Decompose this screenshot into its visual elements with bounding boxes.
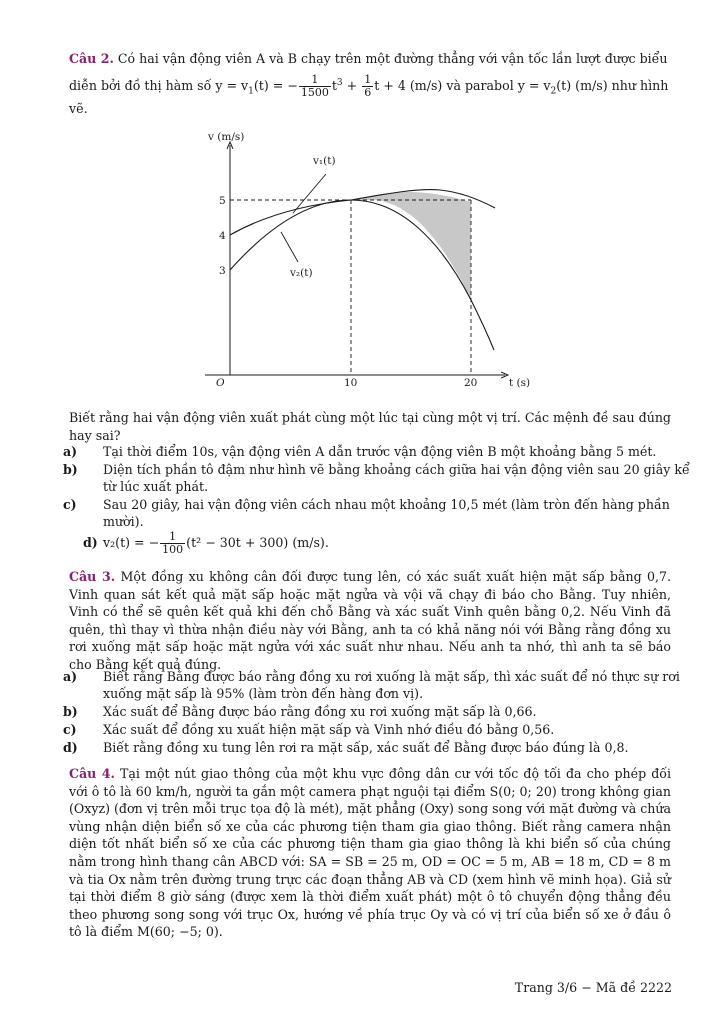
q3-text: Câu 3. Một đồng xu không cân đối được tung lên, có xác suất xuất hiện mặt sấp bằng 0,7. Vinh quan sát kết quả mặt sấp hoặc mặt ngửa và vội vã chạy đi báo cho Bằng. Tuy nhiên, Vinh có thể sẽ quên kết quả khi đến chỗ Bằng và xác suất Vinh quên bằng 0,2. Nếu Vinh đã quên, thì thay vì thừa nhận điều này với Bằng, anh ta có khả năng nói với Bằng rằng đồng xu rơi xuống mặt sấp hoặc mặt ngửa với xác suất như nhau. Nếu anh ta nhớ, thì anh ta sẽ báo cho Bằng kết quả đúng. <box>69 569 671 672</box>
y-tick-3: 3 <box>219 265 226 277</box>
q3-item-c: c) Xác suất để đồng xu xuất hiện mặt sấp và Vinh nhớ điều đó bằng 0,56. <box>63 722 555 737</box>
velocity-graph <box>200 125 540 397</box>
q4-text: Câu 4. Tại một nút giao thông của một khu vực đông dân cư với tốc độ tối đa cho phép đối với ô tô là 60 km/h, người ta gắn một camera phạt nguội tại điểm S(0; 0; 20) trong không gian (Oxyz) (đơn vị trên mỗi trục tọa độ là mét), mặt phẳng (Oxy) song song với mặt đường và chứa vùng nhận diện biển số xe của các phương tiện tham gia giao thông. Biết rằng camera nhận diện tốt nhất biển số xe của các phương tiện tham gia giao thông là khi biển số của chúng nằm trong hình thang cân ABCD với: SA = SB = 25 m, OD = OC = 5 m, AB = 18 m, CD = 8 m và tia Ox nằm trên đường trung trực các đoạn thẳng AB và CD (xem hình vẽ minh họa). Giả sử tại thời điểm 8 giờ sáng (được xem là thời điểm xuất phát) một ô tô chuyển động thẳng đều theo phương song song với trục Ox, hướng về phía trục Oy và có vị trí của biển số xe ở đầu ô tô là điểm M(60; −5; 0). <box>69 766 671 940</box>
page-footer: Trang 3/6 − Mã đề 2222 <box>514 980 672 995</box>
origin-label: O <box>216 377 225 389</box>
curve-v1-label: v₁(t) <box>313 155 336 167</box>
q2-question: Biết rằng hai vận động viên xuất phát cùng một lúc tại cùng một vị trí. Các mệnh đề sau đúng hay sai? <box>69 410 671 443</box>
x-axis-label: t (s) <box>509 377 531 389</box>
x-tick-10: 10 <box>344 377 358 389</box>
fraction: $\frac{1}{100}$ <box>162 530 184 556</box>
q2-item-b: b) Diện tích phần tô đậm như hình vẽ bằng khoảng cách giữa hai vận động viên sau 20 giây kể từ lúc xuất phát. <box>63 462 690 495</box>
q2-item-a: a) Tại thời điểm 10s, vận động viên A dẫn trước vận động viên B một khoảng bằng 5 mét. <box>63 444 657 459</box>
v1-pointer <box>293 174 326 213</box>
shaded-area <box>351 192 471 300</box>
q2-intro-line3: vẽ. <box>69 101 88 116</box>
fraction: $\frac{1}{6}$ <box>364 73 372 100</box>
q2-intro <box>69 50 671 68</box>
q2-label: Câu 2. <box>69 51 114 66</box>
q3-item-a: a) Biết rằng Bằng được báo rằng đồng xu rơi xuống là mặt sấp, thì xác suất để nó thực sự rơi xuống mặt sấp là 95% (làm tròn đến hàng đơn vị). <box>63 669 680 702</box>
q2-item-d: d) v₂(t) = − $\frac{1}{100}$ (t² − 30t + 300) (m/s). <box>83 530 329 556</box>
q2-intro-line1: Có hai vận động viên A và B chạy trên một đường thẳng với vận tốc lần lượt được biểu <box>117 51 668 66</box>
x-tick-20: 20 <box>464 377 478 389</box>
y-axis-label: v (m/s) <box>208 131 245 143</box>
v2-pointer <box>281 232 298 262</box>
q3-item-b: b) Xác suất để Bằng được báo rằng đồng xu rơi xuống mặt sấp là 0,66. <box>63 704 537 719</box>
q2-intro-line2: diễn bởi đồ thị hàm số $y = v_1(t)$ = − $\frac{1}{1500}$ $t^3$ + $\frac{1}{6}$ t + 4 (m/s) và parabol $y = v_2(t)$ (m/s) như hình <box>69 73 669 100</box>
q3-item-d: d) Biết rằng đồng xu tung lên rơi ra mặt sấp, xác suất để Bằng được báo đúng là 0,8. <box>63 740 629 755</box>
q4-label: Câu 4. <box>69 766 115 781</box>
fraction: $\frac{1}{1500}$ <box>300 73 329 100</box>
curve-v2-label: v₂(t) <box>290 267 313 279</box>
q3-label: Câu 3. <box>69 569 116 584</box>
y-tick-4: 4 <box>219 230 226 242</box>
q2-item-c: c) Sau 20 giây, hai vận động viên cách nhau một khoảng 10,5 mét (làm tròn đến hàng phần mười). <box>63 497 670 530</box>
y-tick-5: 5 <box>219 195 226 207</box>
